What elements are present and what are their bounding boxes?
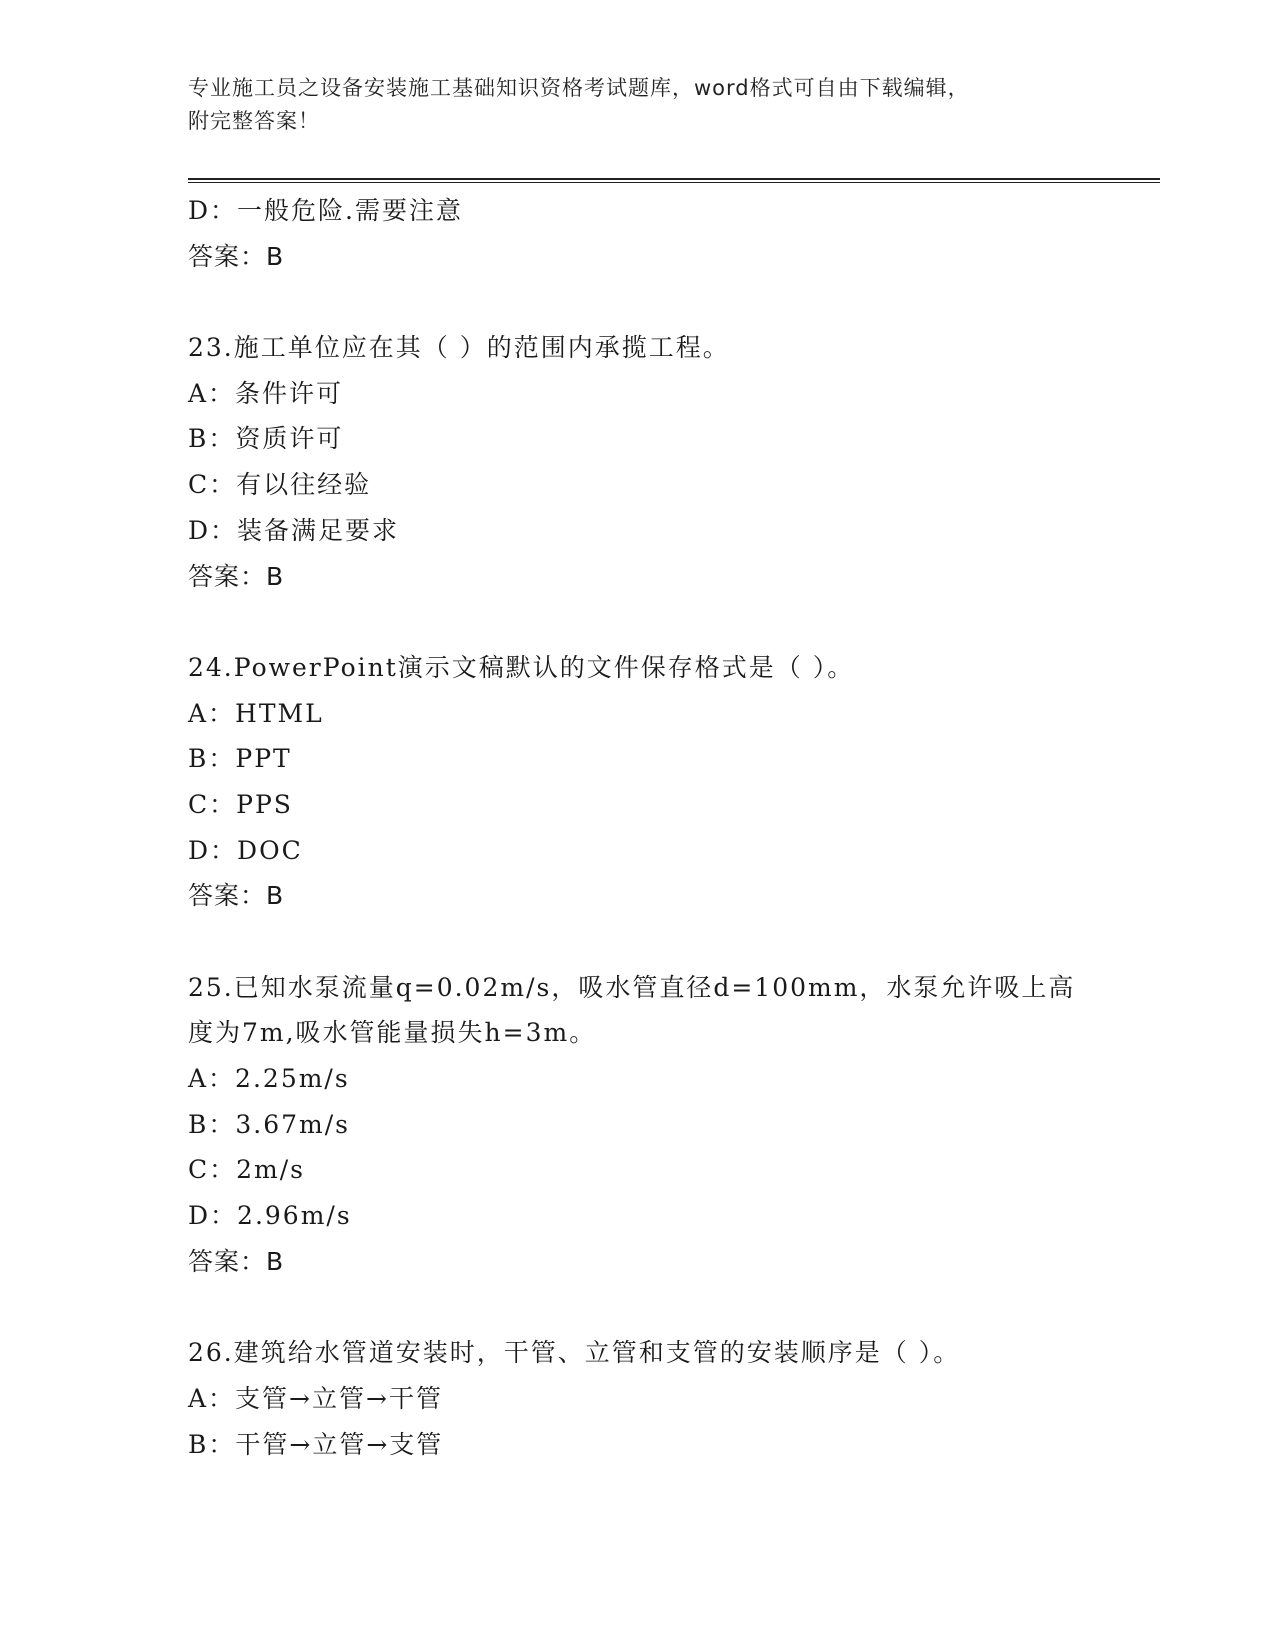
spacer bbox=[188, 919, 1148, 965]
answer-line: 答案：B bbox=[188, 561, 285, 591]
option-a: A：条件许可 bbox=[188, 378, 344, 408]
spacer bbox=[188, 599, 1148, 645]
option-b: B：PPT bbox=[188, 744, 292, 774]
question-stem-line-2: 度为7m,吸水管能量损失h=3m。 bbox=[188, 1018, 597, 1048]
option-b: B：3.67m/s bbox=[188, 1109, 350, 1139]
header-line-2: 附完整答案！ bbox=[188, 109, 320, 133]
question-stem-line-1: 25.已知水泵流量q=0.02m/s，吸水管直径d=100mm，水泵允许吸上高 bbox=[188, 972, 1076, 1002]
spacer bbox=[188, 1285, 1148, 1331]
header-divider bbox=[188, 178, 1160, 183]
question-stem: 23.施工单位应在其（ ）的范围内承揽工程。 bbox=[188, 333, 730, 363]
option-d: D：DOC bbox=[188, 835, 303, 865]
header-line-1: 专业施工员之设备安装施工基础知识资格考试题库，word格式可自由下载编辑， bbox=[188, 76, 970, 100]
question-stem: 24.PowerPoint演示文稿默认的文件保存格式是（ ）。 bbox=[188, 652, 855, 682]
answer-line: 答案：B bbox=[188, 881, 285, 911]
answer-line: 答案：B bbox=[188, 1246, 285, 1276]
option-a: A：支管→立管→干管 bbox=[188, 1383, 443, 1413]
question-list bbox=[188, 188, 1148, 1467]
option-c: C：2m/s bbox=[188, 1155, 305, 1185]
question-stem: 26.建筑给水管道安装时，干管、立管和支管的安装顺序是（ ）。 bbox=[188, 1338, 961, 1368]
option-c: C：有以往经验 bbox=[188, 470, 372, 500]
option-a: A：2.25m/s bbox=[188, 1064, 350, 1094]
answer-line: 答案：B bbox=[188, 241, 285, 271]
option-a: A：HTML bbox=[188, 698, 324, 728]
option-d: D：2.96m/s bbox=[188, 1201, 352, 1231]
option-c: C：PPS bbox=[188, 789, 293, 819]
option-d: D：装备满足要求 bbox=[188, 515, 400, 545]
spacer bbox=[188, 279, 1148, 325]
option-d: D：一般危险.需要注意 bbox=[188, 196, 463, 225]
document-header bbox=[188, 72, 1068, 138]
option-b: B：资质许可 bbox=[188, 424, 344, 454]
option-b: B：干管→立管→支管 bbox=[188, 1429, 444, 1459]
